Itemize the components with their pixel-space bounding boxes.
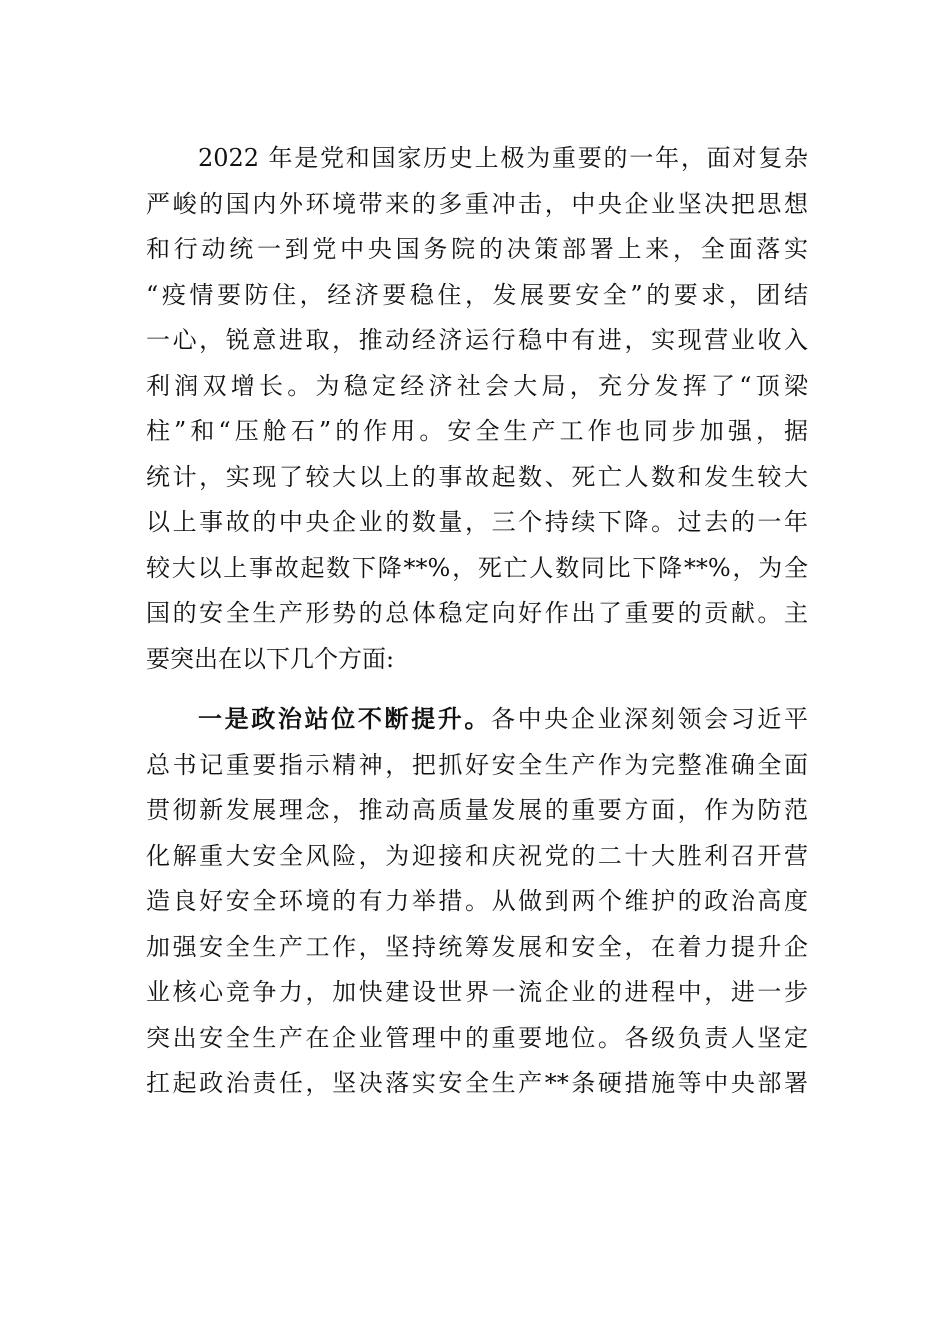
text-line: 利润双增长。为稳定经济社会大局，充分发挥了“顶梁 <box>146 371 808 400</box>
section-heading: 一是政治站位不断提升。 <box>198 705 491 733</box>
text-line: 统计，实现了较大以上的事故起数、死亡人数和发生较大 <box>146 462 808 491</box>
text-line: 柱”和“压舱石”的作用。安全生产工作也同步加强，据 <box>146 417 808 445</box>
text-line: 较大以上事故起数下降**%，死亡人数同比下降**%，为全 <box>146 553 808 582</box>
text-line: “疫情要防住，经济要稳住，发展要安全”的要求，团结 <box>146 280 808 309</box>
text-line: 2022 年是党和国家历史上极为重要的一年，面对复杂 <box>198 144 808 172</box>
text-line: 造良好安全环境的有力举措。从做到两个维护的政治高度 <box>146 887 808 915</box>
text-line: 严峻的国内外环境带来的多重冲击，中央企业坚决把思想 <box>146 189 808 218</box>
text-line: 国的安全生产形势的总体稳定向好作出了重要的贡献。主 <box>146 599 808 627</box>
text-line: 和行动统一到党中央国务院的决策部署上来，全面落实 <box>146 235 808 263</box>
text-run: 各中央企业深刻领会习近平 <box>491 705 808 733</box>
paragraph-spacer <box>146 682 808 697</box>
text-line: 业核心竞争力，加快建设世界一流企业的进程中，进一步 <box>146 978 808 1006</box>
text-line-first <box>146 697 808 743</box>
text-line: 扛起政治责任，坚决落实安全生产**条硬措施等中央部署 <box>146 1069 808 1097</box>
text-line: 要突出在以下几个方面: <box>146 644 395 673</box>
paragraph-political-stance <box>146 697 808 1107</box>
text-line: 加强安全生产工作，坚持统筹发展和安全，在着力提升企 <box>146 932 808 961</box>
text-line: 化解重大安全风险，为迎接和庆祝党的二十大胜利召开营 <box>146 841 808 870</box>
text-line: 一心，锐意进取，推动经济运行稳中有进，实现营业收入 <box>146 326 808 354</box>
document-body <box>146 136 808 1107</box>
text-line: 以上事故的中央企业的数量，三个持续下降。过去的一年 <box>146 508 808 536</box>
text-line: 贯彻新发展理念，推动高质量发展的重要方面，作为防范 <box>146 796 808 824</box>
text-line: 总书记重要指示精神，把抓好安全生产作为完整准确全面 <box>146 750 808 779</box>
paragraph-overview <box>146 136 808 682</box>
text-line: 突出安全生产在企业管理中的重要地位。各级负责人坚定 <box>146 1023 808 1052</box>
